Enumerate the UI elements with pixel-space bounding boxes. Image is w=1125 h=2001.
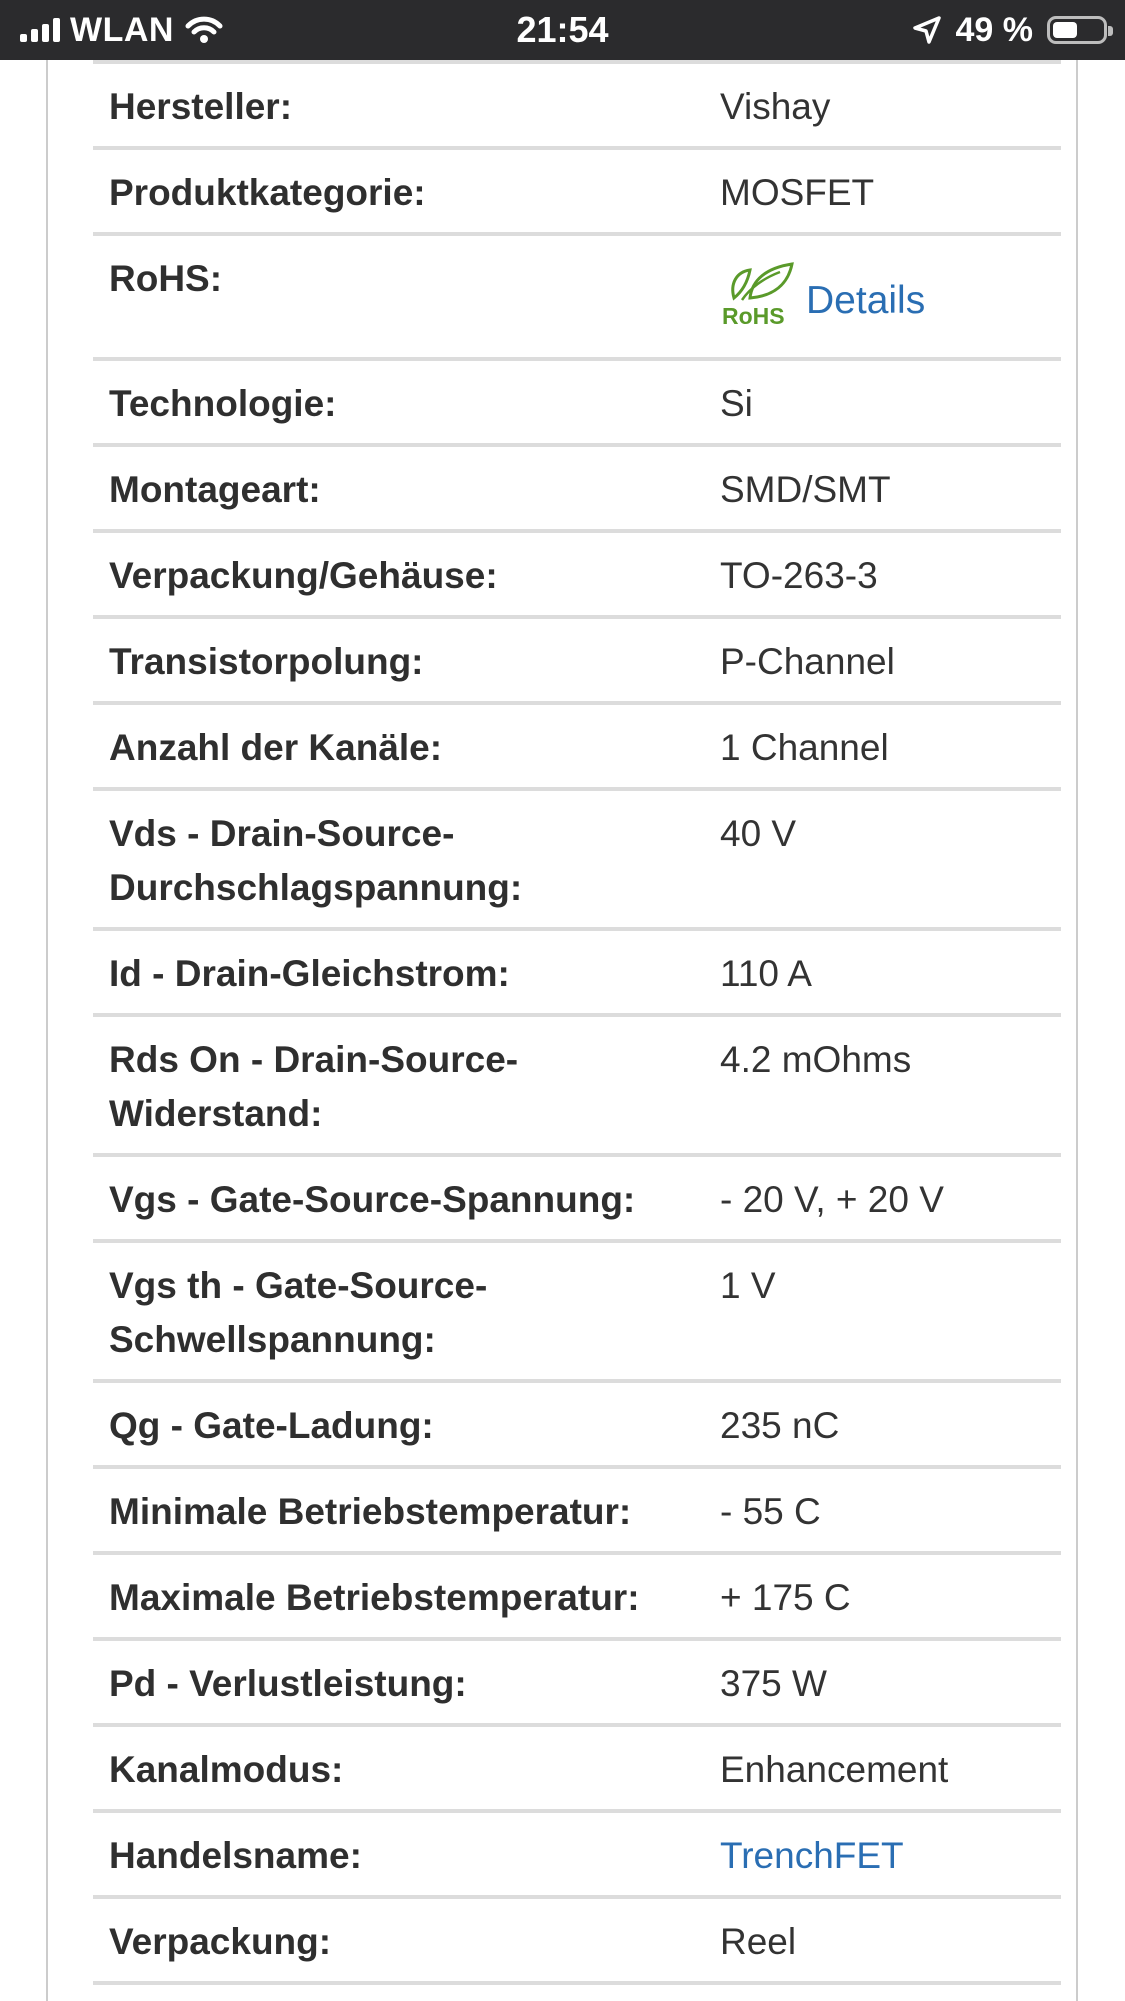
battery-icon (1047, 16, 1107, 44)
row-label: Verpackung: (109, 1921, 332, 1962)
trade-name-link[interactable]: TrenchFET (720, 1835, 904, 1876)
table-row (93, 1895, 1061, 1981)
row-label: Montageart: (109, 469, 321, 510)
battery-percent: 49 % (955, 10, 1033, 49)
table-row (93, 1637, 1061, 1723)
row-value: 375 W (720, 1663, 827, 1704)
table-row (93, 701, 1061, 787)
table-row (93, 1809, 1061, 1895)
row-value: TO-263-3 (720, 555, 878, 596)
row-value: Reel (720, 1921, 797, 1962)
row-label: Anzahl der Kanäle: (109, 727, 443, 768)
row-value: Vishay (720, 86, 831, 127)
table-row (93, 1723, 1061, 1809)
row-label: Qg - Gate-Ladung: (109, 1405, 434, 1446)
row-label: Minimale Betriebstemperatur: (109, 1491, 632, 1532)
row-label: Vgs th - Gate-Source-Schwellspannung: (109, 1265, 488, 1360)
status-time: 21:54 (516, 9, 609, 50)
row-value: SMD/SMT (720, 469, 891, 510)
table-row (93, 60, 1061, 146)
row-value: Si (720, 383, 753, 424)
table-row (93, 529, 1061, 615)
row-label: Produktkategorie: (109, 172, 426, 213)
table-row (93, 1013, 1061, 1153)
table-divider (93, 1981, 1061, 1985)
row-value: Enhancement (720, 1749, 949, 1790)
table-row (93, 927, 1061, 1013)
status-right (912, 0, 1108, 60)
table-row (93, 357, 1061, 443)
row-value: 4.2 mOhms (720, 1039, 912, 1080)
row-label: Id - Drain-Gleichstrom: (109, 953, 510, 994)
row-value: 235 nC (720, 1405, 840, 1446)
carrier-label: WLAN (70, 10, 174, 49)
row-value: 1 Channel (720, 727, 889, 768)
table-row (93, 1551, 1061, 1637)
row-label: Transistorpolung: (109, 641, 424, 682)
table-row (93, 443, 1061, 529)
table-row (93, 1239, 1061, 1379)
location-arrow-icon (912, 15, 942, 45)
row-value: - 20 V, + 20 V (720, 1179, 944, 1220)
table-row-rohs (93, 232, 1061, 357)
row-label: Rds On - Drain-Source-Widerstand: (109, 1039, 519, 1134)
row-label: Kanalmodus: (109, 1749, 344, 1790)
table-row (93, 1153, 1061, 1239)
table-row (93, 1379, 1061, 1465)
row-value: 110 A (720, 953, 812, 994)
row-label: Verpackung/Gehäuse: (109, 555, 498, 596)
status-bar (0, 0, 1125, 60)
row-label: RoHS: (109, 258, 223, 299)
table-row (93, 615, 1061, 701)
row-label: Maximale Betriebstemperatur: (109, 1577, 640, 1618)
table-row (93, 146, 1061, 232)
row-value: P-Channel (720, 641, 895, 682)
row-value: 40 V (720, 813, 797, 854)
row-label: Technologie: (109, 383, 337, 424)
row-label: Pd - Verlustleistung: (109, 1663, 467, 1704)
spec-table (93, 60, 1061, 1985)
row-value: - 55 C (720, 1491, 821, 1532)
rohs-badge-text: RoHS (722, 303, 785, 328)
rohs-value (720, 236, 1061, 357)
row-label: Vgs - Gate-Source-Spannung: (109, 1179, 636, 1220)
table-row (93, 787, 1061, 927)
table-row (93, 1465, 1061, 1551)
row-value: MOSFET (720, 172, 875, 213)
row-value: 1 V (720, 1265, 776, 1306)
rohs-leaf-icon (720, 258, 796, 328)
rohs-details-link[interactable]: Details (806, 279, 926, 322)
row-label: Vds - Drain-Source-Durchschlagspannung: (109, 813, 523, 908)
row-label: Hersteller: (109, 86, 293, 127)
row-label: Handelsname: (109, 1835, 362, 1876)
row-value: + 175 C (720, 1577, 851, 1618)
